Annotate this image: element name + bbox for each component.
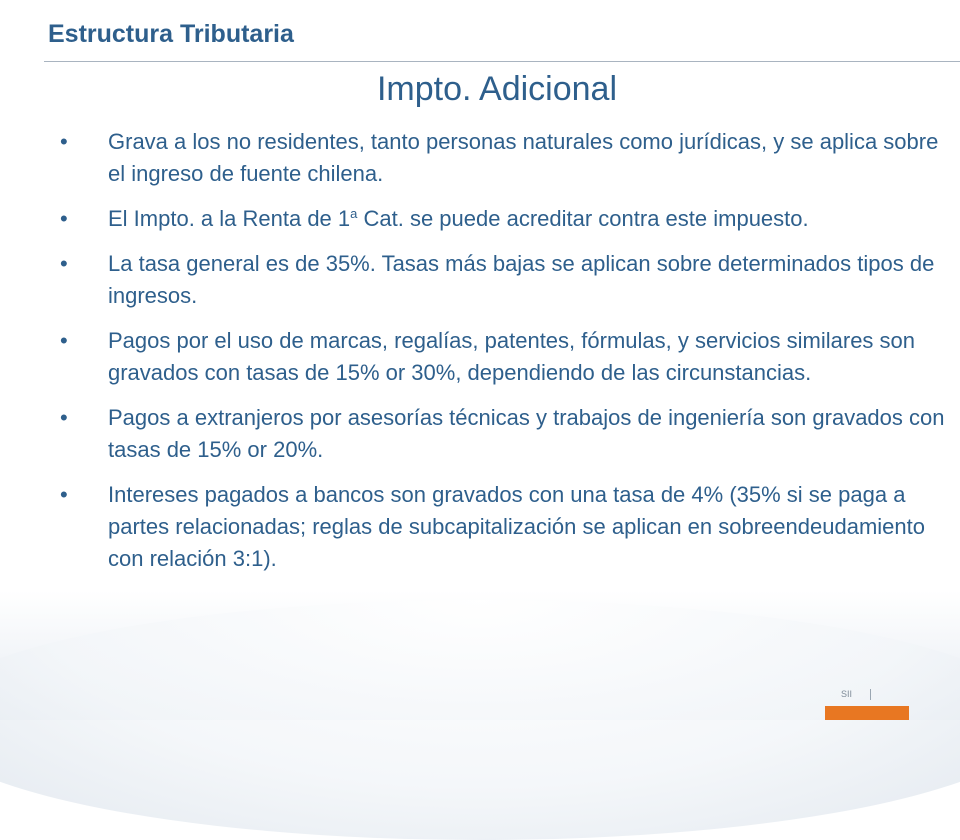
bullet-item: [48, 203, 948, 235]
bullet-list: [48, 126, 948, 588]
slide-title: Impto. Adicional: [376, 70, 618, 108]
bullet-item: [48, 126, 948, 190]
ordinal-superscript: a: [350, 206, 358, 221]
bullet-dot-icon: •: [60, 482, 68, 507]
decorative-bottom-curve: [0, 600, 960, 840]
footer-accent-bar: [825, 706, 909, 720]
bullet-text: La tasa general es de 35%. Tasas más bajas se aplican sobre determinados tipos de ingresos.: [108, 251, 935, 308]
bullet-text: Pagos por el uso de marcas, regalías, patentes, fórmulas, y servicios similares son gravados con tasas de 15% or 30%, dependiendo de las circunstancias.: [108, 328, 916, 385]
bullet-text: Grava a los no residentes, tanto personas naturales como jurídicas, y se aplica sobre el ingreso de fuente chilena.: [108, 129, 939, 186]
header-divider: [44, 61, 960, 62]
bullet-dot-icon: •: [60, 129, 68, 154]
bullet-item: [48, 402, 948, 466]
bullet-text: Intereses pagados a bancos son gravados con una tasa de 4% (35% si se paga a partes relacionadas; reglas de subcapitalización se aplican en sobreendeudamiento con relación 3:1).: [108, 482, 925, 571]
bullet-item: [48, 248, 948, 312]
bullet-dot-icon: •: [60, 251, 68, 276]
bullet-text: Pagos a extranjeros por asesorías técnicas y trabajos de ingeniería son gravados con tasas de 15% or 20%.: [108, 405, 945, 462]
bullet-text-part: Cat. se puede acreditar contra este impuesto.: [357, 206, 809, 231]
bullet-text-part: El Impto. a la Renta de 1: [108, 206, 351, 231]
bullet-dot-icon: •: [60, 206, 68, 231]
section-title: Estructura Tributaria: [48, 20, 294, 48]
bullet-dot-icon: •: [60, 328, 68, 353]
footer-label: SII: [841, 689, 853, 699]
bullet-item: [48, 325, 948, 389]
bullet-dot-icon: •: [60, 405, 68, 430]
footer-separator: [870, 689, 871, 700]
bullet-item: [48, 479, 948, 575]
